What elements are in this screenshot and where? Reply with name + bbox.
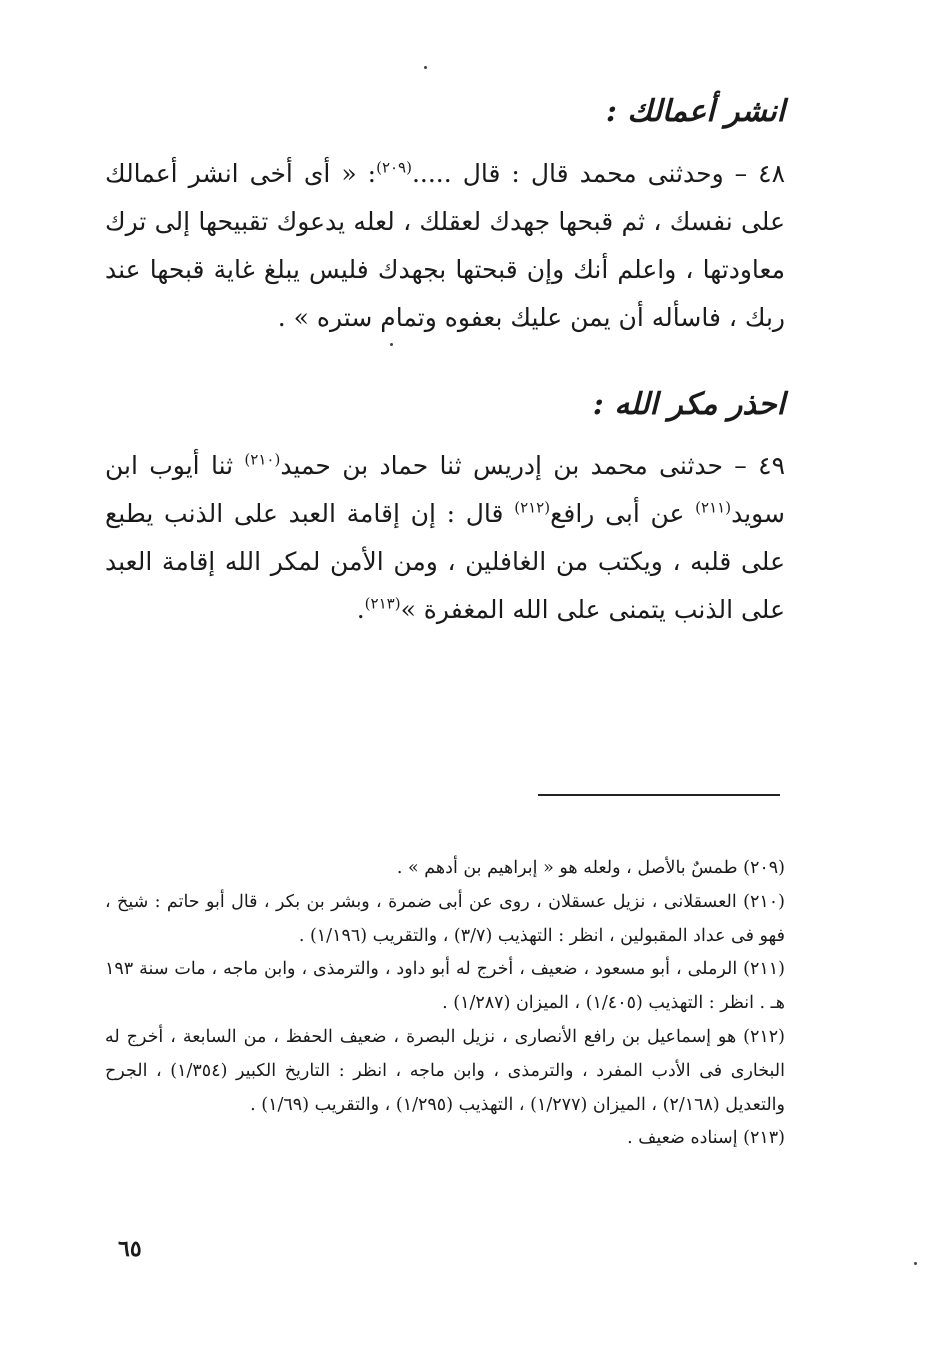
scan-speck	[390, 343, 393, 346]
paragraph-49	[105, 442, 785, 634]
section-heading-beware-plan: احذر مكر الله :	[592, 387, 785, 422]
paragraph-49-text-5: .	[356, 595, 365, 624]
footnote-213: (٢١٣) إسناده ضعيف .	[627, 1128, 785, 1149]
paragraph-49-text-1: ٤٩ – حدثنى محمد بن إدريس ثنا حماد بن حميد	[280, 451, 786, 480]
footnote-210: (٢١٠) العسقلانى ، نزيل عسقلان ، روى عن أبى ضمرة ، وبشر بن بكر ، قال أبو حاتم : شيخ ، فهو فى عداد المقبولين ، انظر : التهذيب (٣/٧) ، والتقريب (١/١٩٦) .	[105, 891, 785, 946]
footnote-ref-209: (٢٠٩)	[376, 158, 412, 177]
scan-speck	[914, 1262, 917, 1265]
paragraph-48-text-2: : « أى أخى انشر أعمالك على نفسك ، ثم قبحها جهدك لعقلك ، لعله يدعوك تقبيحها إلى ترك معاودتها ، واعلم أنك وإن قبحتها بجهدك فليس يبلغ غاية قبحها عند ربك ، فاسأله أن يمن عليك بعفوه وتمام ستره » .	[105, 159, 785, 332]
page-number: ٦٥	[118, 1236, 142, 1262]
paragraph-48-text-1: ٤٨ – وحدثنى محمد قال : قال .....	[411, 159, 786, 188]
paragraph-49-text-3: عن أبى رافع	[550, 499, 696, 528]
section-heading-publish-deeds: انشر أعمالك :	[605, 94, 785, 129]
paragraph-49-text-4: قال : إن إقامة العبد على الذنب يطبع على قلبه ، ويكتب من الغافلين ، ومن الأمن لمكر الله إقامة العبد على الذنب يتمنى على الله المغفرة »	[105, 499, 785, 624]
paragraph-49-text-2: ثنا أيوب ابن سويد	[105, 451, 786, 528]
footnote-209: (٢٠٩) طمسٌ بالأصل ، ولعله هو « إبراهيم بن أدهم » .	[396, 858, 785, 878]
footnote-212: (٢١٢) هو إسماعيل بن رافع الأنصارى ، نزيل البصرة ، ضعيف الحفظ ، من السابعة ، أخرج له البخارى فى الأدب المفرد ، والترمذى ، وابن ماجه ، انظر : التاريخ الكبير (١/٣٥٤) ، الجرح والتعديل (٢/١٦٨) ، الميزان (١/٢٧٧) ، التهذيب (١/٢٩٥) ، والتقريب (١/٦٩) .	[105, 1026, 785, 1115]
footnote-211: (٢١١) الرملى ، أبو مسعود ، ضعيف ، أخرج له أبو داود ، والترمذى ، وابن ماجه ، مات سنة ١٩٣ هـ . انظر : التهذيب (١/٤٠٥) ، الميزان (١/٢٨٧) .	[105, 959, 785, 1014]
paragraph-48	[105, 150, 785, 342]
footnote-ref-210: (٢١٠)	[244, 450, 281, 469]
footnote-separator	[538, 794, 780, 796]
footnote-ref-212: (٢١٢)	[514, 498, 551, 517]
footnotes	[105, 852, 785, 1156]
scan-speck	[424, 66, 427, 69]
footnote-ref-213: (٢١٣)	[364, 594, 401, 613]
footnote-ref-211: (٢١١)	[695, 498, 732, 517]
